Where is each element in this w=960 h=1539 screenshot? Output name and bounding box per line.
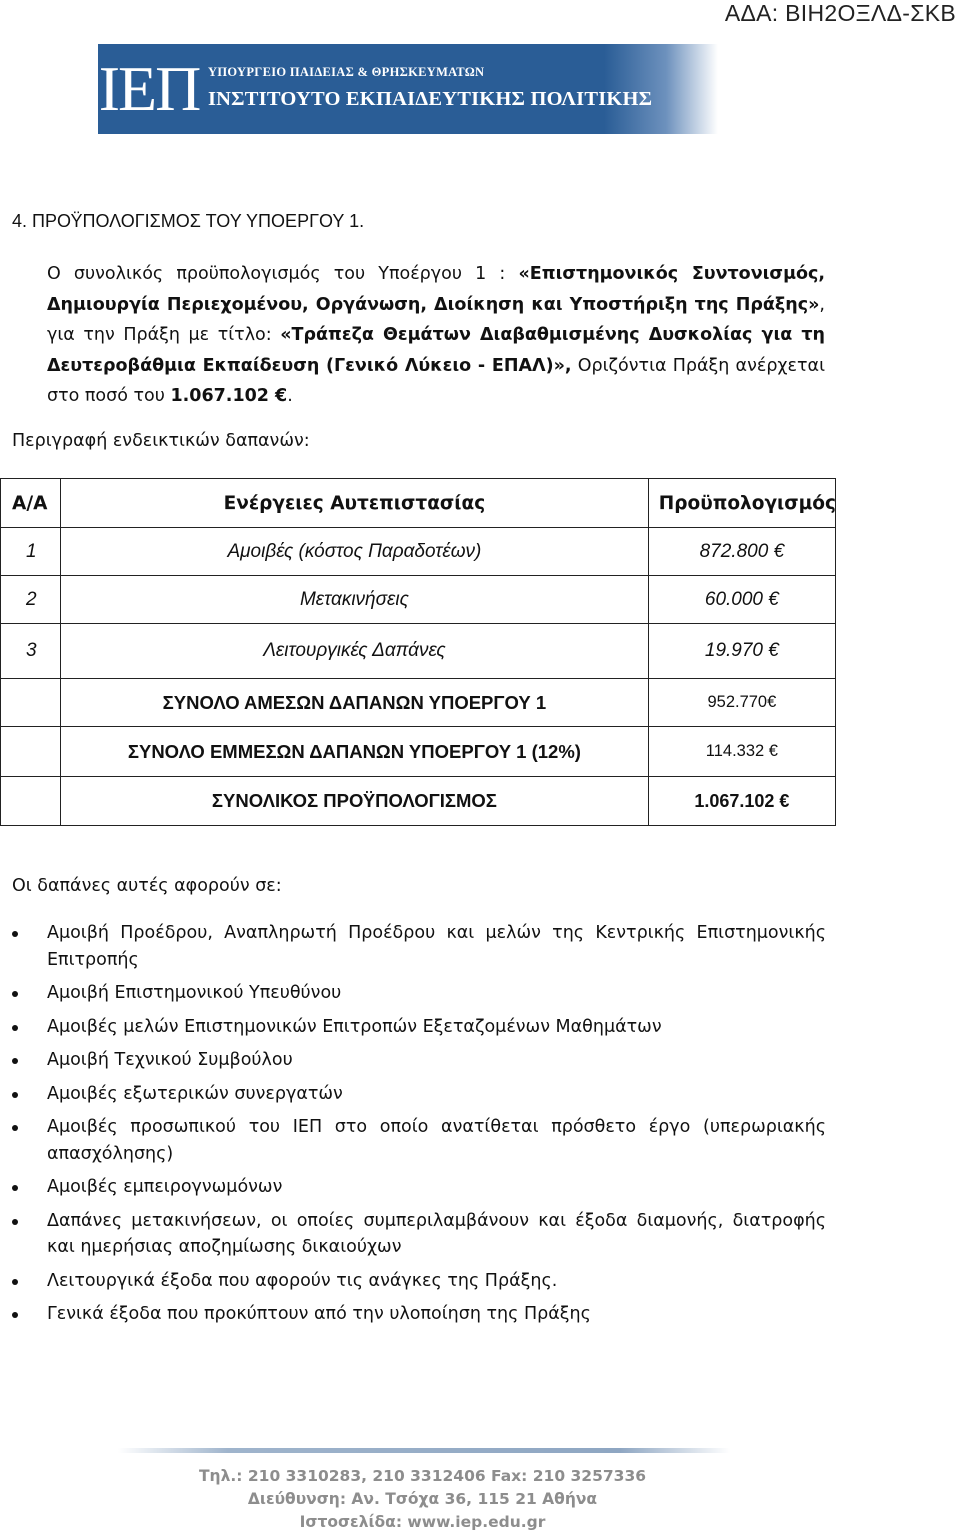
bullet-icon	[12, 1279, 18, 1285]
bullet-icon	[12, 931, 18, 937]
letterhead	[98, 44, 718, 134]
total-amount: 952.770€	[648, 679, 835, 727]
section-title: 4. ΠΡΟΫΠΟΛΟΓΙΣΜΟΣ ΤΟΥ ΥΠΟΕΡΓΟΥ 1.	[12, 211, 365, 231]
budget-total-inline: 1.067.102 €	[170, 386, 288, 406]
list-item	[0, 1268, 826, 1295]
description-label: Περιγραφή ενδεικτικών δαπανών:	[12, 431, 310, 451]
total-row-direct	[1, 679, 836, 727]
row-action: Λειτουργικές Δαπάνες	[61, 624, 649, 679]
intro-text-4: .	[287, 386, 293, 406]
header-budget: Προϋπολογισμός	[648, 479, 835, 528]
bullet-icon	[12, 991, 18, 997]
list-item	[0, 1301, 826, 1328]
project-title: «Τράπεζα Θεμάτων Διαβαθμισμένης Δυσκολίας για τη Δευτεροβάθμια Εκπαίδευση (Γενικό Λύκειο - ΕΠΑΛ)»,	[47, 325, 825, 376]
bullet-icon	[12, 1312, 18, 1318]
row-action: Μετακινήσεις	[61, 576, 649, 624]
list-item-text: Αμοιβές εμπειρογνωμόνων	[47, 1177, 283, 1197]
list-item	[0, 1114, 826, 1167]
list-item-text: Αμοιβές προσωπικού του ΙΕΠ στο οποίο ανατίθεται πρόσθετο έργο (υπερωριακής απασχόλησης)	[47, 1117, 826, 1164]
list-item	[0, 1174, 826, 1201]
header-aa: Α/Α	[1, 479, 61, 528]
institute-name: ΙΝΣΤΙΤΟΥΤΟ ΕΚΠΑΙΔΕΥΤΙΚΗΣ ΠΟΛΙΤΙΚΗΣ	[208, 88, 653, 110]
list-item	[0, 1047, 826, 1074]
row-amount: 60.000 €	[648, 576, 835, 624]
footer	[0, 1465, 845, 1534]
bullet-icon	[12, 1058, 18, 1064]
intro-text-2: , για την Πράξη με τίτλο:	[47, 294, 825, 345]
footer-divider	[118, 1448, 730, 1453]
bullet-icon	[12, 1092, 18, 1098]
list-item-text: Δαπάνες μετακινήσεων, οι οποίες συμπεριλαμβάνουν και έξοδα διαμονής, διατροφής και ημερήσιας αποζημίωσης δικαιούχων	[47, 1210, 826, 1257]
intro-text-1: Ο συνολικός προϋπολογισμός του Υποέργου 1 :	[47, 264, 519, 284]
list-item	[0, 1081, 826, 1108]
total-row-indirect	[1, 727, 836, 777]
row-action: Αμοιβές (κόστος Παραδοτέων)	[61, 528, 649, 576]
total-label: ΣΥΝΟΛΟ ΑΜΕΣΩΝ ΔΑΠΑΝΩΝ ΥΠΟΕΡΓΟΥ 1	[61, 679, 649, 727]
row-amount: 872.800 €	[648, 528, 835, 576]
row-aa: 1	[1, 528, 61, 576]
total-amount: 1.067.102 €	[648, 777, 835, 826]
intro-text-3: Οριζόντια Πράξη ανέρχεται στο ποσό του	[47, 355, 825, 406]
table-row	[1, 576, 836, 624]
ministry-name: ΥΠΟΥΡΓΕΙΟ ΠΑΙΔΕΙΑΣ & ΘΡΗΣΚΕΥΜΑΤΩΝ	[208, 65, 485, 79]
list-item-text: Γενικά έξοδα που προκύπτουν από την υλοποίηση της Πράξης	[47, 1304, 591, 1324]
subproject-title: «Επιστημονικός Συντονισμός, Δημιουργία Περιεχομένου, Οργάνωση, Διοίκηση και Υποστήριξη της Πράξης»	[47, 264, 825, 315]
list-item-text: Λειτουργικά έξοδα που αφορούν τις ανάγκες της Πράξης.	[47, 1270, 558, 1291]
bullet-icon	[12, 1125, 18, 1131]
total-amount: 114.332 €	[648, 727, 835, 777]
budget-table	[0, 478, 836, 826]
list-item-text: Αμοιβή Επιστημονικού Υπευθύνου	[47, 983, 342, 1003]
list-item	[0, 920, 826, 973]
list-item-text: Αμοιβές εξωτερικών συνεργατών	[47, 1083, 343, 1104]
footer-website: Ιστοσελίδα: www.iep.edu.gr	[299, 1513, 546, 1531]
empty-cell	[1, 679, 61, 727]
bullet-icon	[12, 1219, 18, 1225]
empty-cell	[1, 777, 61, 826]
iep-logo: ΙΕΠ	[98, 44, 200, 134]
table-row	[1, 624, 836, 679]
list-item-text: Αμοιβές μελών Επιστημονικών Επιτροπών Εξεταζομένων Μαθημάτων	[47, 1016, 662, 1037]
total-label: ΣΥΝΟΛΙΚΟΣ ΠΡΟΫΠΟΛΟΓΙΣΜΟΣ	[61, 777, 649, 826]
intro-paragraph	[47, 259, 825, 412]
list-item-text: Αμοιβή Τεχνικού Συμβούλου	[47, 1050, 293, 1070]
list-item	[0, 1208, 826, 1261]
empty-cell	[1, 727, 61, 777]
ada-code: ΑΔΑ: ΒΙΗ2ΟΞΛΔ-ΣΚΒ	[724, 0, 956, 26]
footer-phones: Τηλ.: 210 3310283, 210 3312406 Fax: 210 3257336	[198, 1467, 647, 1485]
list-item	[0, 1014, 826, 1041]
expenses-intro: Οι δαπάνες αυτές αφορούν σε:	[12, 876, 282, 896]
expenses-list	[0, 920, 826, 1335]
bullet-icon	[12, 1185, 18, 1191]
list-item	[0, 980, 826, 1007]
table-row	[1, 528, 836, 576]
bullet-icon	[12, 1025, 18, 1031]
row-aa: 3	[1, 624, 61, 679]
footer-address: Διεύθυνση: Αν. Τσόχα 36, 115 21 Αθήνα	[247, 1490, 598, 1508]
row-amount: 19.970 €	[648, 624, 835, 679]
list-item-text: Αμοιβή Προέδρου, Αναπληρωτή Προέδρου και μελών της Κεντρικής Επιστημονικής Επιτροπής	[47, 923, 826, 970]
table-header-row	[1, 479, 836, 528]
header-actions: Ενέργειες Αυτεπιστασίας	[61, 479, 649, 528]
row-aa: 2	[1, 576, 61, 624]
total-row-grand	[1, 777, 836, 826]
total-label: ΣΥΝΟΛΟ ΕΜΜΕΣΩΝ ΔΑΠΑΝΩΝ ΥΠΟΕΡΓΟΥ 1 (12%)	[61, 727, 649, 777]
